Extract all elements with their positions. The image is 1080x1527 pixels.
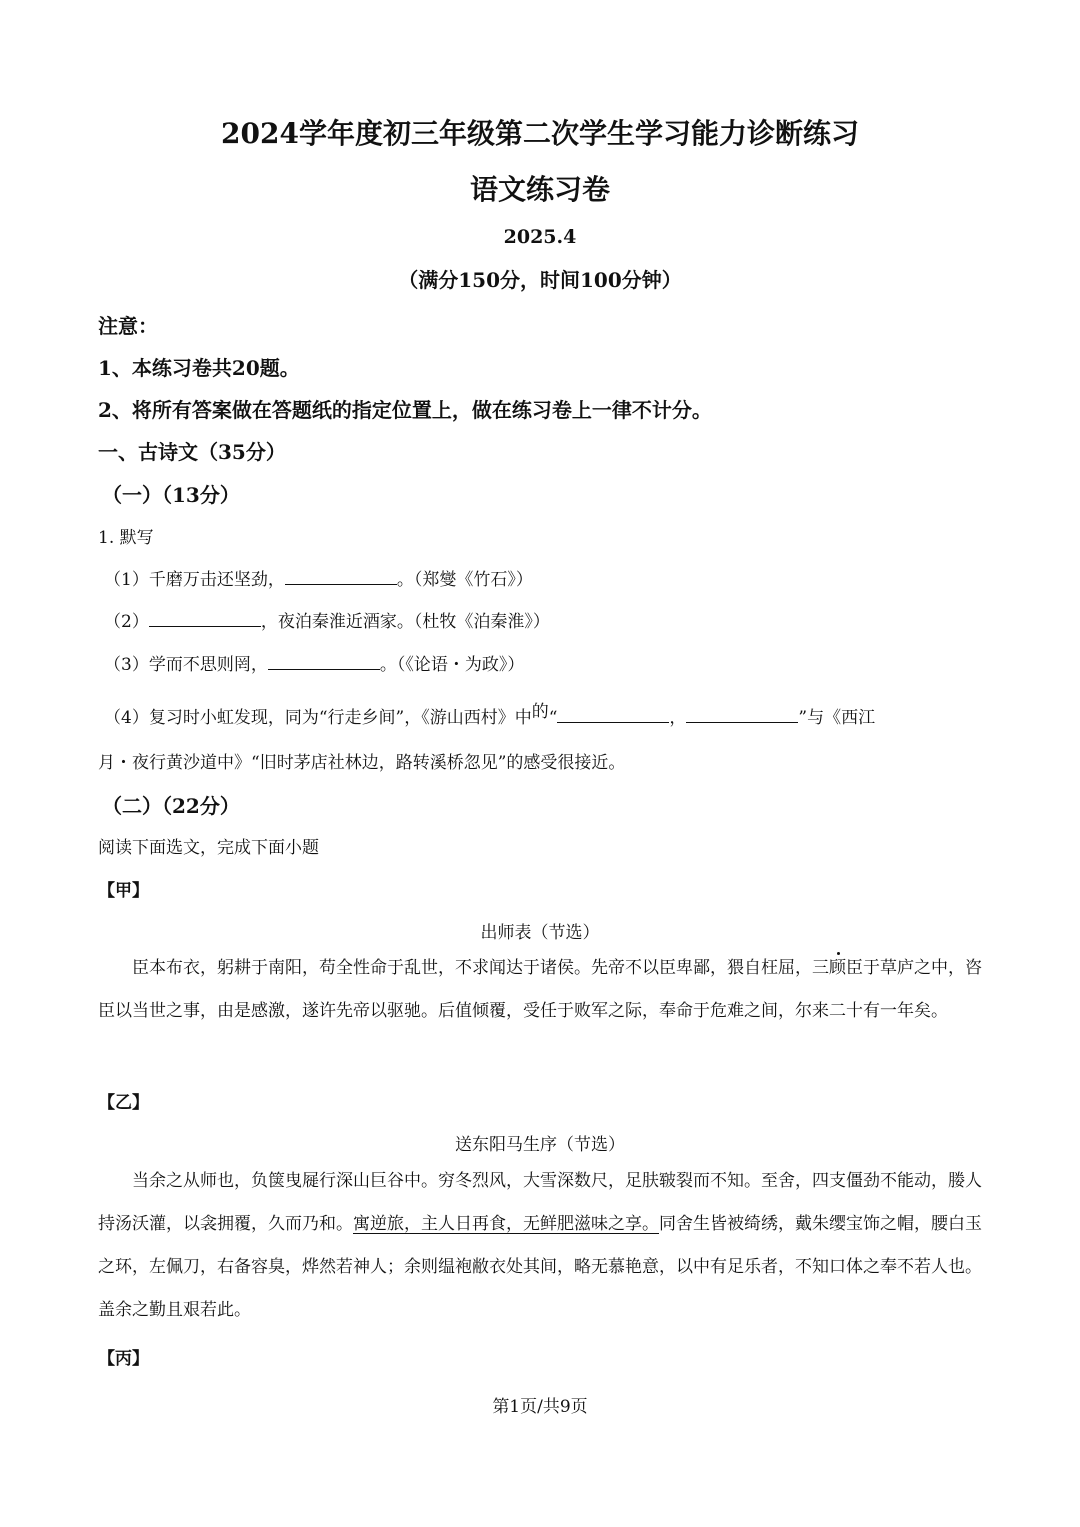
notes-heading: 注意：	[98, 314, 158, 338]
note-item-2: 2、将所有答案做在答题纸的指定位置上，做在练习卷上一律不计分。	[98, 398, 712, 422]
q1-3-suffix: 。（《论语・为政》）	[379, 655, 525, 675]
reading-instruction: 阅读下面选文，完成下面小题	[98, 838, 319, 858]
answer-blank[interactable]	[285, 582, 397, 585]
q1-4-suffix: ”与《西江	[798, 708, 876, 728]
score-time: （满分150分，时间100分钟）	[398, 268, 682, 292]
page-footer: 第1页/共9页	[492, 1397, 588, 1417]
answer-blank[interactable]	[557, 720, 669, 723]
q1-3-prefix: （3）学而不思则罔，	[104, 655, 268, 675]
q1-1-prefix: （1）千磨万击还坚劲，	[104, 570, 285, 590]
answer-blank[interactable]	[149, 624, 261, 627]
q1-1-suffix: 。（郑燮《竹石》）	[396, 570, 533, 590]
q1-4-de: 的	[531, 702, 549, 722]
q1-4-prefix: （4）复习时小虹发现，同为“行走乡间”，《游山西村》中	[104, 708, 532, 728]
bing-label: 【丙】	[98, 1349, 149, 1369]
exam-subtitle: 语文练习卷	[469, 173, 610, 206]
part2-heading: （二）（22分）	[102, 794, 240, 818]
part1-heading: （一）（13分）	[102, 483, 240, 507]
yi-passage	[98, 1160, 982, 1332]
answer-blank[interactable]	[686, 720, 798, 723]
answer-blank[interactable]	[268, 667, 380, 670]
section-heading: 一、古诗文（35分）	[98, 440, 286, 464]
q1-title: 1. 默写	[98, 528, 154, 548]
q1-4-line2: 月・夜行黄沙道中》“旧时茅店社林边，路转溪桥忽见”的感受很接近。	[98, 753, 626, 773]
q1-1	[104, 565, 533, 590]
yi-text-b: 同舍生皆被绮绣，戴朱缨宝饰之帽，腰白玉之环，左佩刀，右备容臭，烨然若神人；余则缊袍敝衣处其间，略无慕艳意，以中有足乐者，不知口体之奉不若人也。盖余之勤且艰若此。	[98, 1214, 982, 1320]
q1-2-suffix: ，夜泊秦淮近酒家。（杜牧《泊秦淮》）	[260, 612, 550, 632]
jia-label: 【甲】	[98, 881, 149, 901]
jia-dot-char: 顾	[829, 958, 846, 978]
q1-2	[104, 607, 550, 632]
jia-text-b: 臣于草庐之中，咨臣以当世之事，由是感激，遂许先帝以驱驰。后值倾覆，受任于败军之际，奉命于危难之间，尔来二十有一年矣。	[98, 958, 982, 1021]
yi-label: 【乙】	[98, 1093, 149, 1113]
jia-passage	[98, 947, 982, 1033]
yi-underlined-sentence: 寓逆旅，主人日再食，无鲜肥滋味之享。	[353, 1214, 659, 1234]
q1-2-prefix: （2）	[104, 612, 149, 632]
q1-4	[104, 703, 875, 728]
jia-title: 出师表（节选）	[480, 923, 600, 943]
jia-text-a: 臣本布衣，躬耕于南阳，苟全性命于乱世，不求闻达于诸侯。先帝不以臣卑鄙，猥自枉屈，三	[132, 958, 829, 978]
q1-4-comma: ，	[669, 708, 687, 728]
exam-date: 2025.4	[503, 226, 577, 248]
yi-text-a: 当余之从师也，负箧曳屣行深山巨谷中。穷冬烈风，大雪深数尺，足肤皲裂而不知。至舍，四支僵劲不能动，媵人持汤沃灌，以衾拥覆，久而乃和。	[98, 1171, 982, 1234]
exam-title: 2024学年度初三年级第二次学生学习能力诊断练习	[221, 117, 859, 150]
note-item-1: 1、本练习卷共20题。	[98, 356, 300, 380]
q1-3	[104, 650, 524, 675]
yi-title: 送东阳马生序（节选）	[455, 1135, 625, 1155]
q1-4-open-quote: “	[548, 708, 558, 728]
